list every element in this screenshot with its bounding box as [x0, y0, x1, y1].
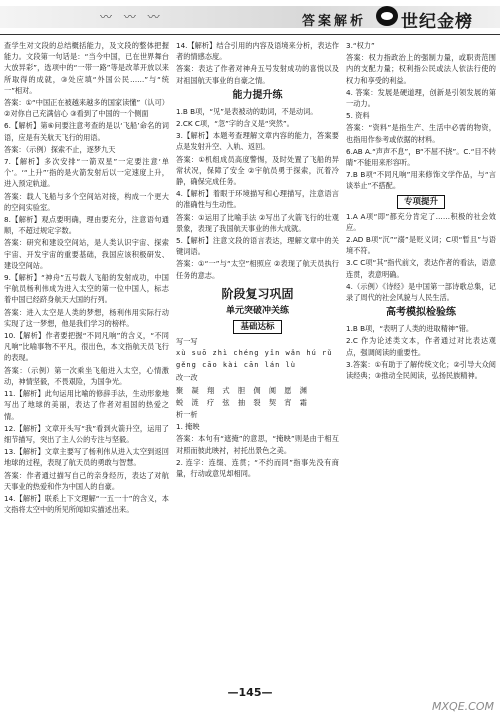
answer-paragraph: 6.AB A.“声声不息”，B“不屈不挠”。C.“目不转睛”不能用来形容听。	[346, 146, 496, 168]
answer-paragraph: 答案：权力指政治上的强制力量，或职责范围内的支配力量；权利指公民或法人依法行使的权力和享受的利益。	[346, 53, 496, 85]
character-row: 蜕 涟 疗 弦 抽 裂 契 宵 霜	[176, 397, 310, 407]
answer-paragraph: 7.【解析】多次安排“一箭双星”一定要注意‘单个’。‘“上升”’指的是火箭发射后以一定速度上升，进入预定轨道。	[4, 157, 169, 189]
answer-paragraph: 2.C 作为论述类文本，作者通过对比表达观点，强调阅读的重要性。	[346, 336, 496, 357]
answer-paragraph: 答案：载人飞船与多个空间站对接，构成一个更大的空间实验室。	[4, 191, 169, 212]
exercise-label: 写一写	[176, 336, 198, 346]
brand-logo-icon	[376, 6, 398, 26]
answer-paragraph: 14.【解析】联系上下文理解“一五一十”的含义，本文指将太空中的所见所闻如实描述出来。	[4, 493, 169, 515]
section-heading: 能力提升练	[232, 89, 283, 101]
answer-paragraph: 答案：①“一”与“太空”相照应 ②表现了航天员执行任务的意志。	[176, 259, 339, 280]
pinyin-row: gěng cāo kài cān lán lù	[176, 361, 296, 370]
exercise-label: 改一改	[176, 373, 198, 383]
brand-name: 世纪金榜	[401, 12, 473, 32]
answer-paragraph: 6.【解析】第⑥问要注意考查的是以‘飞船’命名的词语，应是有关航天飞行的用语。	[4, 121, 169, 142]
answer-paragraph: 答案：（示例）第一次乘坐飞船进入太空，心情激动，神情坚毅，不畏艰险，为国争光。	[4, 365, 169, 386]
answer-paragraph: 答案：“资料”是指生产、生活中必需的物资，也指用作参考或依据的材料。	[346, 123, 496, 144]
section-badge: 基础达标	[233, 320, 281, 334]
column-left	[4, 40, 169, 680]
answer-paragraph: 4. 答案：发展是硬道理，创新是引领发展的第一动力。	[346, 87, 496, 109]
answer-paragraph: 1.B B项，“表明了人类的进取精神”错。	[346, 324, 474, 334]
section-heading: 阶段复习巩固	[221, 286, 294, 301]
page-number: —145—	[227, 686, 273, 699]
answer-paragraph: 2.CK C项，“忽”字的含义是“突然”。	[176, 119, 294, 129]
answer-paragraph: 1.B B项，“见”是表被动的助词，不是动词。	[176, 106, 318, 116]
answer-paragraph: 2. 连字：连缀、连贯；“不约而同”指事先没有商量，行动或意见却相同。	[176, 457, 339, 479]
answer-paragraph: 答案：①运用了比喻手法 ②写出了火箭飞行的壮观景象，表现了我国航天事业的伟大成就。	[176, 212, 339, 233]
answer-paragraph: 3.“权力”	[346, 41, 375, 50]
answer-paragraph: 3.【解析】本题考查理解文章内容的能力，答案要点是发射升空、入轨、返回。	[176, 131, 339, 152]
answer-paragraph: 答案：①机组成员高度警惕，及时处置了飞船的异常状况，保障了安全 ②宇航员勇于探索，沉着冷静，确保完成任务。	[176, 154, 339, 187]
answer-paragraph: 10.【解析】作者要把握“不同凡响”的含义，“不同凡响”比喻事物不平凡，很出色，本文指航天员飞行的表现。	[4, 331, 169, 363]
header-divider	[0, 34, 500, 35]
answer-paragraph: 5. 资料	[346, 111, 370, 121]
exercise-label: 析一析	[176, 410, 198, 420]
answer-paragraph: 11.【解析】此句运用比喻的修辞手法，生动形象地写出了地球的美丽，表达了作者对祖国的热爱之情。	[4, 389, 169, 421]
answer-paragraph: 4.【解析】着眼于环境描写和心理描写，注意语言的准确性与生动性。	[176, 189, 339, 210]
header-title: 答案解析	[302, 14, 367, 29]
answer-paragraph: 答案：作者通过描写自己的亲身经历，表达了对航天事业的热爱和作为中国人的自豪。	[4, 470, 169, 491]
answer-paragraph: 答案：①“中国正在被越来越多的国家读懂”（认可） ②对你自己充满信心 ③看到了中国的一个侧面	[4, 98, 169, 119]
answer-paragraph: 2.AD B项“沉”“溺”是贬义词；C项“暂且”与语境不符。	[346, 235, 496, 256]
answer-paragraph: 8.【解析】观点要明确，理由要充分，注意语句通顺，不超过规定字数。	[4, 215, 169, 236]
answer-paragraph: 9.【解析】“神舟”五号载人飞船的发射成功，中国宇航员杨利伟成为进入太空的第一位中国人，标志着中国已经跻身航天大国的行列。	[4, 273, 169, 305]
answer-paragraph: 答案：研究和建设空间站，是人类认识宇宙、探索宇宙、开发宇宙的重要基础，我国应该积极研发、建设空间站。	[4, 238, 169, 270]
answer-paragraph: 答案：（示例）探索不止，逐梦九天	[4, 144, 116, 154]
answer-paragraph: 答案：进入太空是人类的梦想，杨利伟用实际行动实现了这一梦想，他是我们学习的榜样。	[4, 307, 169, 328]
column-middle	[176, 40, 339, 680]
answer-paragraph: 7.B B项“不同凡响”用来修饰文学作品，与“言谈举止”不搭配。	[346, 170, 496, 191]
answer-paragraph: 13.【解析】文章主要写了杨利伟从进入太空到返回地球的过程，表现了航天员的勇敢与智慧。	[4, 447, 169, 468]
answer-paragraph: 3.答案：①有助于了解传统文化；②引导大众阅读经典；③推动全民阅读，弘扬民族精神。	[346, 359, 496, 381]
answer-paragraph: 14.【解析】结合引用的内容及语境来分析，表达作者的情感态度。	[176, 41, 339, 62]
answer-paragraph: 12.【解析】文章开头写“我”看到火箭升空，运用了细节描写，突出了主人公的专注与坚毅。	[4, 423, 169, 444]
birds-decoration: 〰 〰 〰	[100, 10, 164, 24]
watermark: MXQE.COM	[432, 700, 494, 713]
answer-paragraph: 1.A A项“即”都充分肯定了……积极的社会效应。	[346, 211, 496, 232]
answer-paragraph: 4.（示例）《诗经》是中国第一部诗歌总集，记录了周代的社会风貌与人民生活。	[346, 281, 496, 303]
section-heading: 高考模拟检验练	[386, 307, 456, 319]
section-badge: 专项提升	[397, 195, 445, 209]
column-right	[346, 40, 496, 680]
answer-paragraph: 1. 掩映	[176, 422, 200, 432]
answer-paragraph: 查学生对文段的总结概括能力，及文段的整体把握能力。文段第一句话是：“当今中国，已在世界舞台大放异彩”，选项中的“一带一路”等是改革开放以来所取得的成就，③处应填“外国公民……”与“统一”相对。	[4, 41, 169, 95]
character-row: 聚 凝 翔 式 胆 倜 阒 愿 渊	[176, 385, 310, 395]
page-header	[0, 0, 500, 40]
section-subheading: 单元突破冲关练	[225, 305, 289, 316]
answer-paragraph: 3.C C项“其”指代前文，表达作者的看法，语意连贯，表意明确。	[346, 258, 496, 279]
answer-paragraph: 5.【解析】注意文段的语言表达，理解文章中的关键词语。	[176, 236, 339, 257]
answer-paragraph: 答案：本句有“遮掩”的意思，“掩映”则是由于相互对照而彼此映衬，衬托出景色之美。	[176, 434, 339, 455]
pinyin-row: xù suō zhì chéng yǐn wǎn hú rǔ	[176, 349, 333, 358]
answer-paragraph: 答案：表达了作者对神舟五号发射成功的喜悦以及对祖国航天事业的自豪之情。	[176, 64, 339, 85]
